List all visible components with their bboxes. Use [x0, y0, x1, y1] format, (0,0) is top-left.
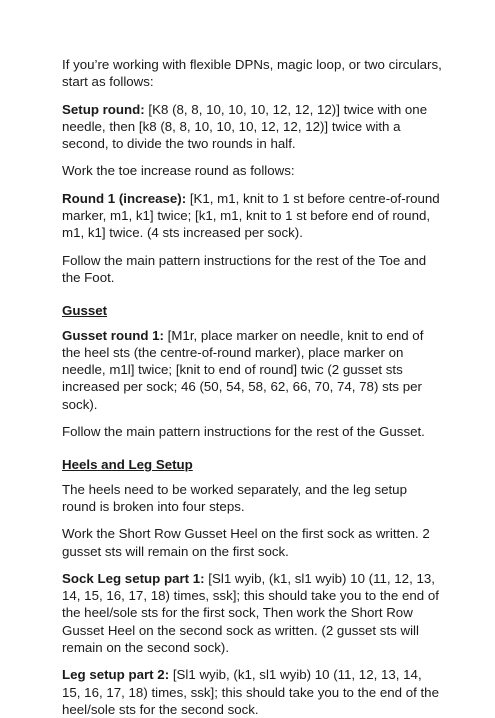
setup-round-label: Setup round:: [62, 101, 145, 117]
gusset-follow-paragraph: Follow the main pattern instructions for the rest of the Gusset.: [62, 424, 425, 440]
gusset-heading: Gusset: [62, 303, 108, 319]
leg-setup-part2-text: [Sl1 wyib, (k1, sl1 wyib) 10 (11, 12, 13, 14, 15, 16, 17, 18) times, ssk]; this should take you to the end of the heel/sole sts for the second sock.: [62, 667, 439, 717]
leg-setup-part2-label: Leg setup part 2:: [62, 667, 170, 683]
heels-heading: Heels and Leg Setup: [62, 457, 193, 473]
setup-round-paragraph: [62, 101, 443, 153]
round1-text: [K1, m1, knit to 1 st before centre-of-round marker, m1, k1] twice; [k1, m1, knit to 1 st before end of round, m1, k1] twice. (4 sts increased per sock).: [62, 190, 440, 241]
leg-setup-part2-paragraph: [62, 666, 443, 718]
heels-paragraph-1: The heels need to be worked separately, and the leg setup round is broken into four steps.: [62, 481, 407, 514]
leg-setup-part1-text: [Sl1 wyib, (k1, sl1 wyib) 10 (11, 12, 13, 14, 15, 16, 17, 18) times, ssk]; this should take you to the end of the heel/sole sts for the first sock, Then work the Short Row Gusset Heel on the second sock as written. (2 gusset sts will remain on the second sock).: [62, 570, 439, 656]
toe-intro-paragraph: Work the toe increase round as follows:: [62, 163, 295, 179]
leg-setup-part1-label: Sock Leg setup part 1:: [62, 570, 205, 586]
gusset-round-label: Gusset round 1:: [62, 327, 164, 343]
gusset-round-paragraph: [62, 327, 443, 413]
toe-follow-paragraph: Follow the main pattern instructions for the rest of the Toe and the Foot.: [62, 252, 427, 285]
round1-paragraph: [62, 190, 443, 242]
round1-label: Round 1 (increase):: [62, 190, 187, 206]
intro-paragraph: If you’re working with flexible DPNs, magic loop, or two circulars, start as follows:: [62, 57, 442, 90]
leg-setup-part1-paragraph: [62, 570, 443, 656]
setup-round-text: [K8 (8, 8, 10, 10, 10, 12, 12, 12)] twice with one needle, then [k8 (8, 8, 10, 10, 10, 12, 12, 12)] twice with a second, to divide the two rounds in half.: [62, 101, 428, 152]
heels-paragraph-2: Work the Short Row Gusset Heel on the first sock as written. 2 gusset sts will remain on the first sock.: [62, 526, 430, 559]
gusset-round-text: [M1r, place marker on needle, knit to end of the heel sts (the centre-of-round marker), place marker on needle, m1l] twice; [knit to end of round] twic (2 gusset sts increased per sock; 46 (50, 54, 58, 62, 66, 70, 74, 78) sts per sock).: [62, 327, 424, 412]
